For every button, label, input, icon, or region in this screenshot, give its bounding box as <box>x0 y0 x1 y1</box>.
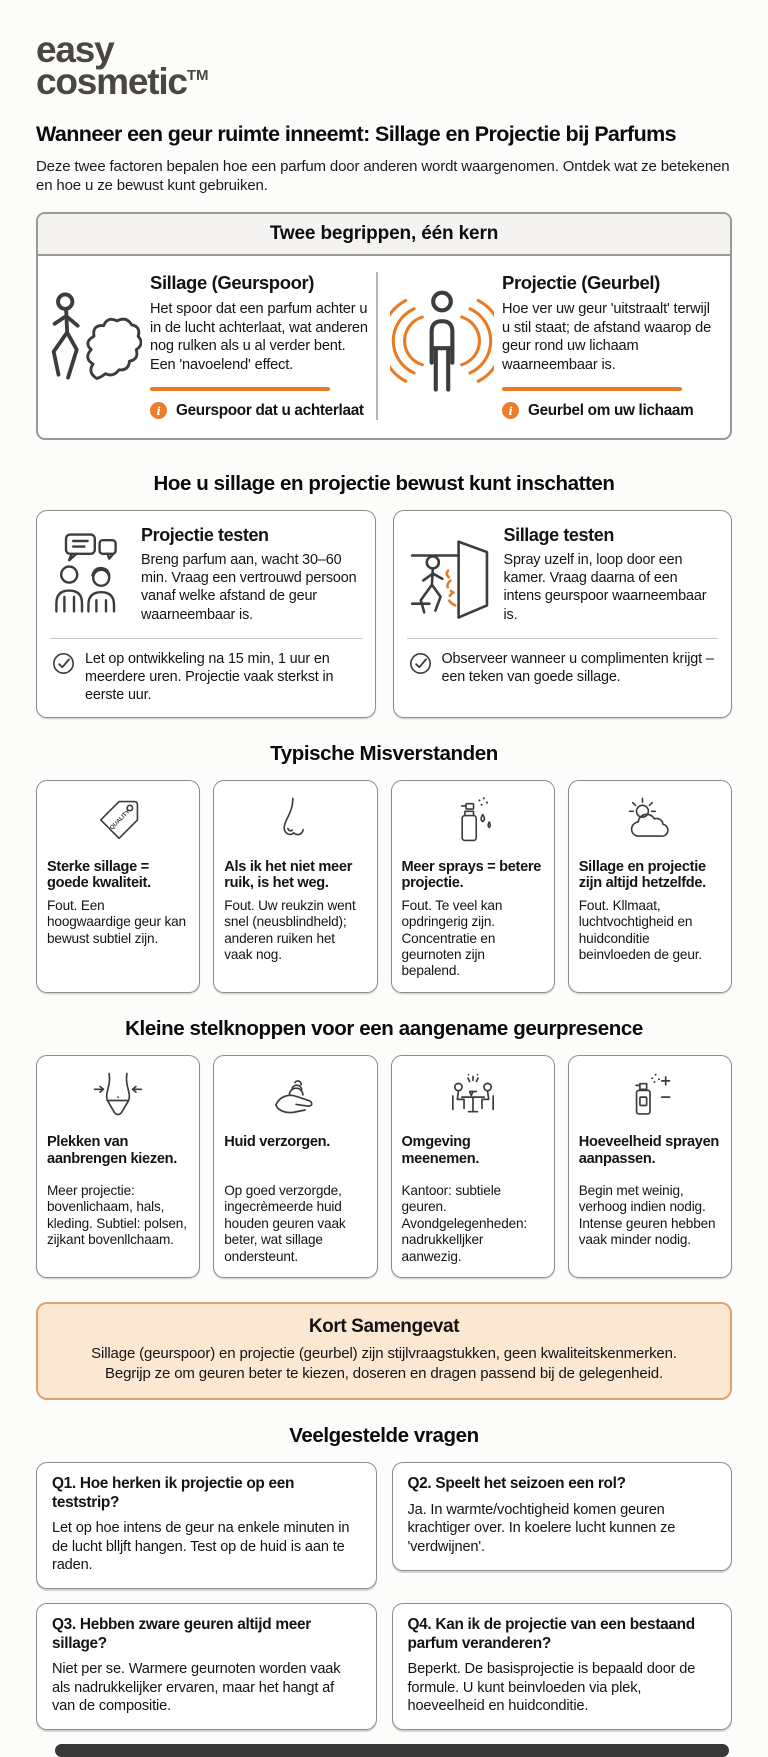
check-icon <box>52 650 75 680</box>
svg-text:QUALITY: QUALITY <box>109 808 132 831</box>
concepts-title: Twee begrippen, één kern <box>38 214 730 256</box>
card-text: Fout. Kllmaat, luchtvochtigheid en huidconditie beinvloeden de geur. <box>578 897 702 962</box>
badge-label: Geurspoor dat u achterlaat <box>176 401 364 419</box>
trademark-symbol: TM <box>186 66 209 84</box>
card-title: Huid verzorgen. <box>224 1133 331 1150</box>
hand-cream-icon <box>224 1068 366 1124</box>
card-content <box>141 525 362 625</box>
card-text: Fout. Te veel kan opdringerig zijn. Concentratie en geurnoten zijn bepalend. <box>401 897 503 979</box>
faq-question: Q1. Hoe herken ik projectie op een teststrip? <box>52 1475 295 1511</box>
card-title: Als ik het niet meer ruik, is het weg. <box>224 858 353 892</box>
faq-answer: Niet per se. Warmere geurnoten worden vaak als nadrukkelijker ervaren, maar het hangt af van de compositie. <box>52 1661 341 1715</box>
concept-projectie <box>376 272 720 420</box>
card-title: Sillage testen <box>503 524 614 545</box>
faq-answer: Let op hoe intens de geur na enkele minuten in de lucht blljft hangen. Test op de huid is aan te raden. <box>52 1520 350 1574</box>
faq-question: Q4. Kan ik de projectie van een bestaand parfum veranderen? <box>407 1616 695 1652</box>
spray-amount-icon <box>579 1068 721 1124</box>
adjustment-card <box>36 1055 200 1278</box>
chat-people-icon <box>50 525 130 625</box>
tip-text: Let op ontwikkeling na 15 min, 1 uur en meerdere uren. Projectie vaak sterkst in eerste uur. <box>85 650 334 704</box>
card-text: Meer projectie: bovenlichaam, hals, kleding. Subtiel: polsen, zijkant bovenllchaam. <box>47 1182 187 1248</box>
faq-card-q2 <box>392 1462 733 1571</box>
concepts-body <box>38 256 730 438</box>
card-title: Sillage en projectie zijn altijd hetzelfde. <box>578 858 706 892</box>
adjustment-card <box>391 1055 555 1278</box>
card-title: Omgeving meenemen. <box>401 1133 480 1167</box>
walking-person-smoke-icon <box>46 272 142 398</box>
adjustment-card <box>568 1055 732 1278</box>
concept-sillage-text <box>150 272 376 420</box>
info-icon: i <box>502 402 519 419</box>
sun-cloud-icon <box>579 793 721 849</box>
summary-title: Kort Samengevat <box>308 1316 460 1338</box>
concept-projectie-title: Projectie (Geurbel) <box>502 272 660 294</box>
concepts-section <box>36 212 732 440</box>
faq-heading: Veelgestelde vragen <box>289 1424 479 1448</box>
adjustments-heading: Kleine stelknoppen voor een aangename geurpresence <box>125 1016 643 1040</box>
misconception-card <box>36 780 200 993</box>
info-icon: i <box>150 402 167 419</box>
misconceptions-heading: Typische Misverstanden <box>270 741 498 765</box>
card-tip <box>50 650 362 705</box>
card-title: Projectie testen <box>141 524 269 545</box>
body-placement-icon <box>47 1068 189 1124</box>
faq-row-1 <box>36 1462 732 1589</box>
card-divider <box>50 638 362 639</box>
concept-sillage-title: Sillage (Geurspoor) <box>150 272 315 294</box>
card-tip <box>407 650 719 687</box>
page-title: Wanneer een geur ruimte inneemt: Sillage en Projectie bij Parfums <box>36 121 677 146</box>
card-text: Begin met weinig, verhoog indien nodig. Intense geuren hebben vaak minder nodig. <box>578 1182 716 1248</box>
misconception-card <box>391 780 555 993</box>
price-tag-icon <box>47 793 189 849</box>
door-exit-icon <box>407 525 493 625</box>
card-title: Plekken van aanbrengen kiezen. <box>47 1133 178 1167</box>
card-title: Sterke sillage = goede kwaliteit. <box>47 858 151 892</box>
orange-divider <box>502 387 682 391</box>
spray-bottle-icon <box>402 793 544 849</box>
adjustment-card <box>213 1055 377 1278</box>
misconception-card <box>568 780 732 993</box>
brand-logo <box>36 29 732 102</box>
faq-question: Q2. Speelt het seizoen een rol? <box>407 1475 626 1493</box>
faq-question: Q3. Hebben zware geuren altijd meer sillage? <box>52 1616 311 1652</box>
card-text: Fout. Een hoogwaardige geur kan bewust subtiel zijn. <box>47 897 186 946</box>
projectie-testen-card <box>36 510 376 718</box>
brand-word: cosmetic <box>36 60 187 102</box>
faq-card-q3 <box>36 1603 377 1730</box>
radiating-person-icon <box>390 272 494 402</box>
card-content <box>504 525 719 625</box>
testing-heading: Hoe u sillage en projectie bewust kunt inschatten <box>153 471 615 495</box>
misconceptions-cards <box>36 780 732 993</box>
summary-box <box>36 1302 732 1400</box>
badge-label: Geurbel om uw lichaam <box>528 401 694 419</box>
faq-answer: Ja. In warmte/vochtigheid komen geuren krachtiger over. In koelere lucht kunnen ze 'verdwijnen'. <box>407 1501 676 1555</box>
concept-projectie-desc: Hoe ver uw geur 'uitstraalt' terwijl u stil staat; de afstand waarop de geur rond uw lichaam waarneembaar is. <box>502 301 712 373</box>
brand-line-1: easy <box>36 29 114 70</box>
faq-card-q1 <box>36 1462 377 1589</box>
card-title: Meer sprays = betere projectie. <box>401 858 542 892</box>
social-setting-icon <box>402 1068 544 1124</box>
testing-cards <box>36 510 732 718</box>
faq-answer: Beperkt. De basisprojectie is bepaald door de formule. U kunt beinvloeden via plek, hoeveelheid en huidconditie. <box>407 1661 696 1715</box>
card-top <box>50 525 362 625</box>
brand-line-2 <box>36 60 732 102</box>
card-text: Breng parfum aan, wacht 30–60 min. Vraag een vertrouwd persoon vanaf welke afstand de geur waarneembaar is. <box>141 551 357 623</box>
faq-card-q4 <box>392 1603 733 1730</box>
concept-projectie-text <box>502 272 720 420</box>
intro-text: Deze twee factoren bepalen hoe een parfum door anderen wordt waargenomen. Ontdek wat ze betekenen en hoe u ze bewust kunt gebruiken. <box>36 157 730 195</box>
card-text: Kantoor: subtiele geuren. Avondgelegenheden: nadrukkelljker aanwezig. <box>401 1182 528 1264</box>
card-text: Spray uzelf in, loop door een kamer. Vraag daarna of een intens geurspoor waarneembaar is. <box>503 551 707 623</box>
misconception-card <box>213 780 377 993</box>
check-icon <box>409 650 432 680</box>
footer-bar <box>55 1744 729 1757</box>
concept-projectie-badge <box>502 402 714 420</box>
concept-sillage <box>46 272 376 420</box>
tip-text: Observeer wanneer u complimenten krijgt – een teken van goede sillage. <box>441 650 714 686</box>
sillage-testen-card <box>393 510 733 718</box>
orange-divider <box>150 387 330 391</box>
card-text: Op goed verzorgde, ingecrèmeerde huid houden geuren vaak beter, wat sillage ondersteunt. <box>224 1182 346 1264</box>
summary-text: Sillage (geurspoor) en projectie (geurbel) zijn stijlvraagstukken, geen kwaliteitskenmerken. Begrijp ze om geuren beter te kiezen, doseren en dragen passend bij de gelegenheid. <box>91 1345 677 1382</box>
card-top <box>407 525 719 625</box>
concept-sillage-desc: Het spoor dat een parfum achter u in de lucht achterlaat, wat anderen nog rulken als u al verder bent. Een 'navoelend' effect. <box>150 301 368 373</box>
concept-sillage-badge <box>150 402 370 420</box>
adjustments-cards <box>36 1055 732 1278</box>
card-title: Hoeveelheid sprayen aanpassen. <box>578 1133 720 1167</box>
card-divider <box>407 638 719 639</box>
faq-row-2 <box>36 1603 732 1730</box>
nose-icon <box>224 793 366 849</box>
card-text: Fout. Uw reukzin went snel (neusblindheld); anderen ruiken het vaak nog. <box>224 897 356 962</box>
